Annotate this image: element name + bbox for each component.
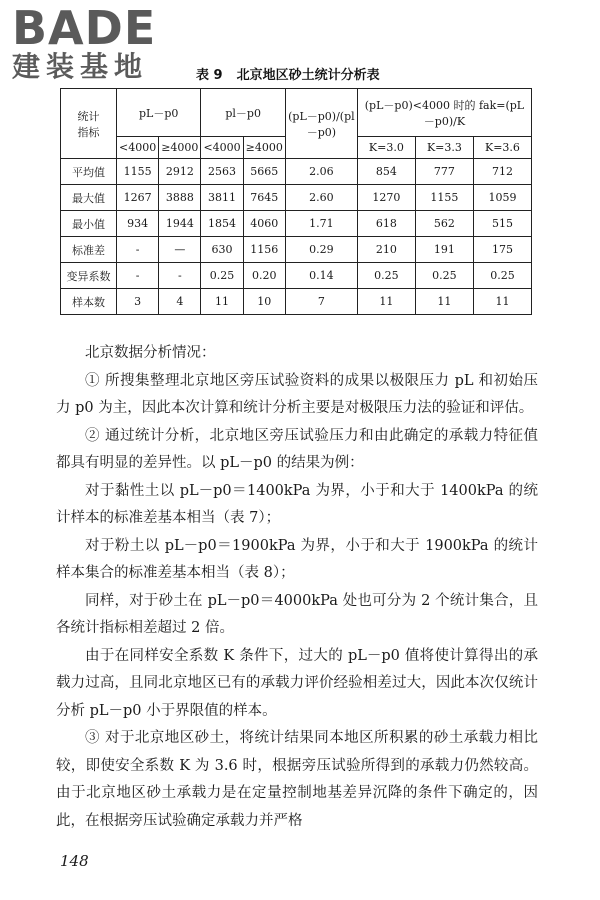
table-cell: 3	[117, 289, 159, 315]
row-label: 标准差	[61, 237, 117, 263]
paragraph: ③ 对于北京地区砂土，将统计结果同本地区所积累的砂土承载力相比较，即使安全系数 K 为 3.6 时，根据旁压试验所得到的承载力仍然较高。由于北京地区砂土承载力是在定量控制地基差异沉降的条件下确定的，因此，在根据旁压试验确定承载力并严格	[56, 730, 538, 829]
subheader-cell: K=3.6	[473, 137, 531, 159]
table-cell: 0.25	[357, 263, 415, 289]
table-cell: 175	[473, 237, 531, 263]
header-group-plim-p0: pl－p0	[201, 89, 285, 137]
table-cell: 0.29	[285, 237, 357, 263]
table-cell: 1156	[243, 237, 285, 263]
table-cell: 1854	[201, 211, 243, 237]
paragraph: 同样，对于砂土在 pL－p0＝4000kPa 处也可分为 2 个统计集合，且各统计指标相差超过 2 倍。	[56, 592, 538, 636]
table-cell: 1155	[415, 185, 473, 211]
header-group-ratio: (pL－p0)/(pl－p0)	[285, 89, 357, 159]
table-cell: 934	[117, 211, 159, 237]
bade-logo	[12, 1, 182, 84]
table-cell: 4060	[243, 211, 285, 237]
paragraph-heading: 北京数据分析情况：	[85, 345, 216, 361]
table-cell: 0.25	[415, 263, 473, 289]
table-cell: 618	[357, 211, 415, 237]
table-cell: 4	[159, 289, 201, 315]
logo-chinese: 建装基地	[12, 50, 149, 83]
table-cell: 562	[415, 211, 473, 237]
table-cell: 1944	[159, 211, 201, 237]
table-cell: 191	[415, 237, 473, 263]
table-cell: 3888	[159, 185, 201, 211]
table-cell: 0.20	[243, 263, 285, 289]
sand-statistics-table	[60, 88, 532, 315]
table-cell: 7	[285, 289, 357, 315]
table-cell: -	[117, 237, 159, 263]
table-row	[61, 237, 532, 263]
table-cell: 10	[243, 289, 285, 315]
table-number: 表 9	[196, 68, 223, 83]
table-row	[61, 211, 532, 237]
table-cell: -	[117, 263, 159, 289]
table-cell: 210	[357, 237, 415, 263]
subheader-cell: <4000	[201, 137, 243, 159]
table-cell: 11	[473, 289, 531, 315]
table-cell: 2.06	[285, 159, 357, 185]
table-cell: 11	[415, 289, 473, 315]
table-cell: 2563	[201, 159, 243, 185]
header-stat-index: 统计 指标	[61, 89, 117, 159]
table-cell: 2.60	[285, 185, 357, 211]
table-cell: 630	[201, 237, 243, 263]
table-cell: 1267	[117, 185, 159, 211]
table-cell: 7645	[243, 185, 285, 211]
subheader-cell: ≥4000	[159, 137, 201, 159]
table-cell: 1155	[117, 159, 159, 185]
table-row	[61, 185, 532, 211]
table-title: 北京地区砂土统计分析表	[236, 68, 380, 83]
table-row	[61, 263, 532, 289]
table-cell: -	[159, 263, 201, 289]
header-group-pl-p0: pL－p0	[117, 89, 201, 137]
table-cell: 712	[473, 159, 531, 185]
paragraph: 对于黏性土以 pL－p0＝1400kPa 为界，小于和大于 1400kPa 的统计样本的标准差基本相当（表 7）；	[56, 482, 538, 526]
row-label: 最小值	[61, 211, 117, 237]
table-cell: 5665	[243, 159, 285, 185]
row-label: 平均值	[61, 159, 117, 185]
table-cell: 0.25	[201, 263, 243, 289]
table-cell: 854	[357, 159, 415, 185]
table-cell: 515	[473, 211, 531, 237]
row-label: 最大值	[61, 185, 117, 211]
row-label: 变异系数	[61, 263, 117, 289]
table-cell: 0.14	[285, 263, 357, 289]
subheader-cell: ≥4000	[243, 137, 285, 159]
table-cell: 3811	[201, 185, 243, 211]
table-cell: 11	[357, 289, 415, 315]
table-cell: 1.71	[285, 211, 357, 237]
table-cell: 2912	[159, 159, 201, 185]
table-caption	[196, 64, 380, 83]
paragraph: ① 所搜集整理北京地区旁压试验资料的成果以极限压力 pL 和初始压力 p0 为主，因此本次计算和统计分析主要是对极限压力法的验证和评估。	[56, 372, 538, 416]
logo-wordmark: BADE	[12, 1, 157, 55]
table-row	[61, 159, 532, 185]
table-cell: 0.25	[473, 263, 531, 289]
table-cell: —	[159, 237, 201, 263]
table-cell: 1270	[357, 185, 415, 211]
table-cell: 777	[415, 159, 473, 185]
table-cell: 1059	[473, 185, 531, 211]
row-label: 样本数	[61, 289, 117, 315]
subheader-cell: K=3.0	[357, 137, 415, 159]
paragraph: 对于粉土以 pL－p0＝1900kPa 为界，小于和大于 1900kPa 的统计样本集合的标准差基本相当（表 8）；	[56, 537, 538, 581]
table-cell: 11	[201, 289, 243, 315]
page-number: 148	[60, 852, 89, 870]
table-row	[61, 289, 532, 315]
paragraph: ② 通过统计分析，北京地区旁压试验压力和由此确定的承载力特征值都具有明显的差异性。以 pL－p0 的结果为例：	[56, 427, 538, 471]
paragraph: 由于在同样安全系数 K 条件下，过大的 pL－p0 值将使计算得出的承载力过高，且同北京地区已有的承载力评价经验相差过大，因此本次仅统计分析 pL－p0 小于界限值的样本。	[56, 647, 538, 719]
subheader-cell: <4000	[117, 137, 159, 159]
subheader-cell: K=3.3	[415, 137, 473, 159]
body-text	[56, 340, 538, 835]
header-group-fak: (pL－p0)<4000 时的 fak=(pL－p0)/K	[357, 89, 531, 137]
